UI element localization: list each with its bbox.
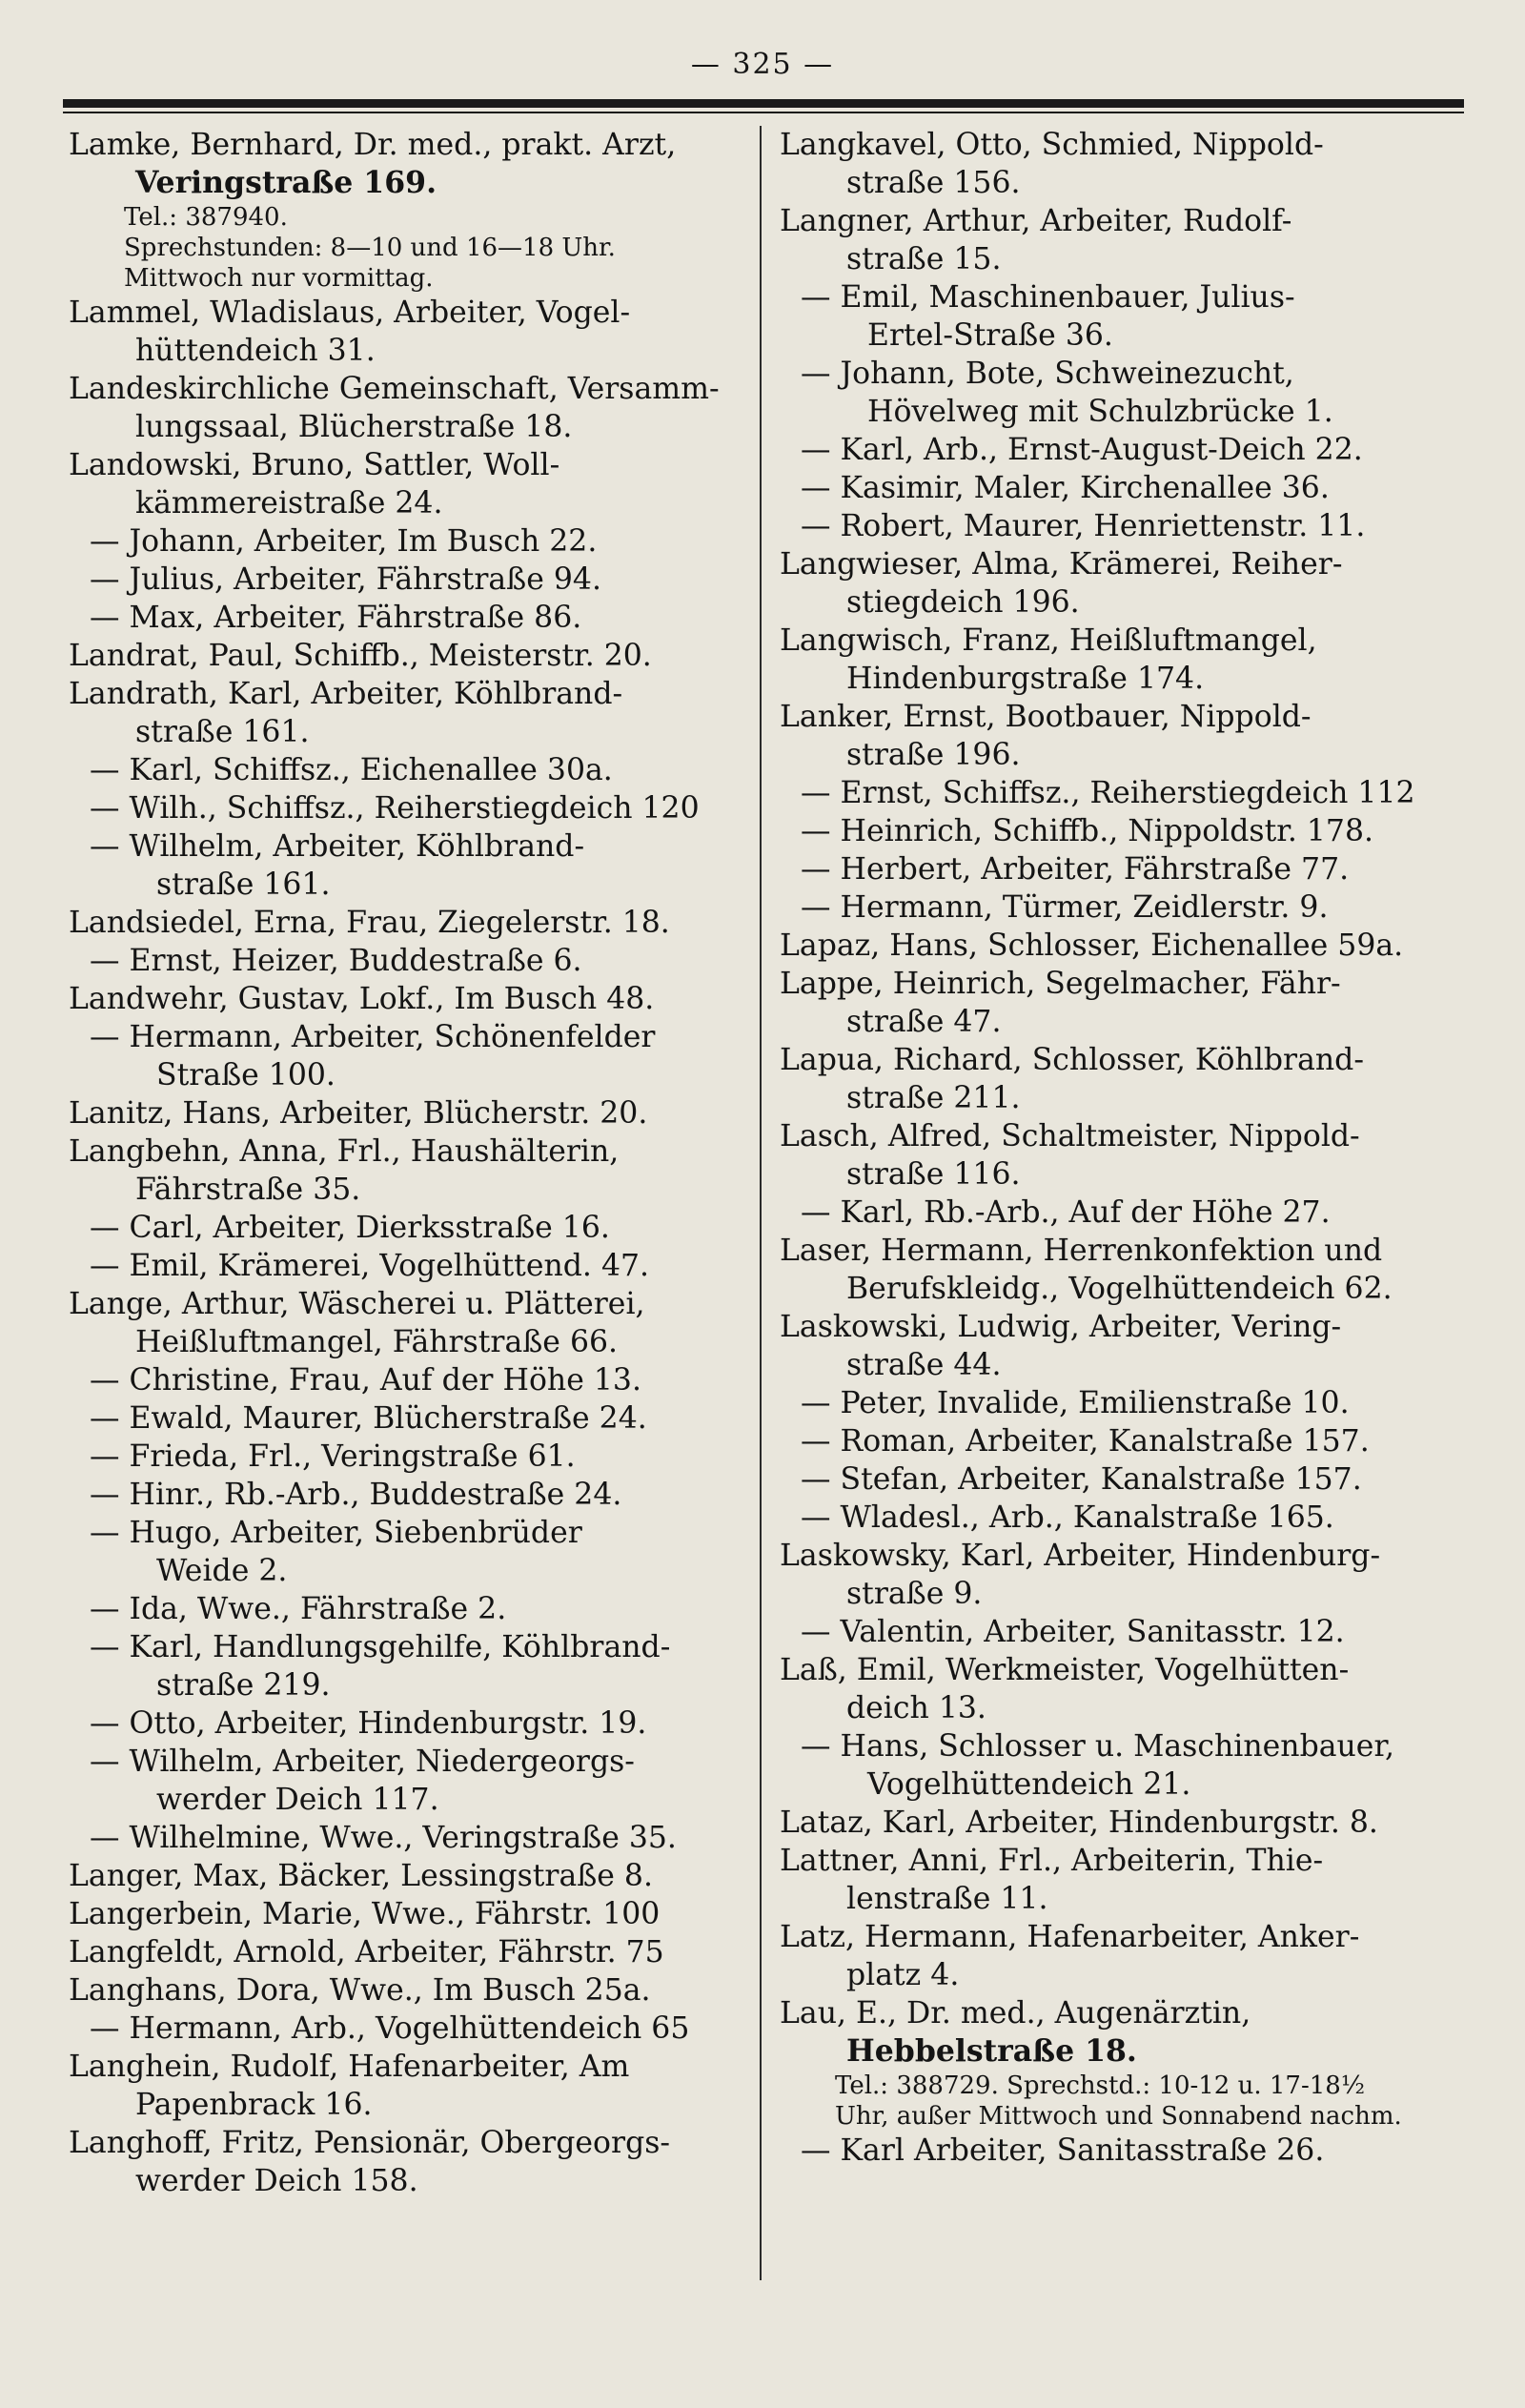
entry-line: — Hinr., Rb.-Arb., Buddestraße 24. bbox=[90, 1478, 622, 1512]
right-column bbox=[780, 126, 1475, 2170]
entry-line: — Frieda, Frl., Veringstraße 61. bbox=[90, 1439, 576, 1474]
entry-line: — Herbert, Arbeiter, Fährstraße 77. bbox=[801, 852, 1350, 887]
entry-line: — Wilh., Schiffsz., Reiherstiegdeich 120 bbox=[90, 791, 700, 826]
entry-line: — Emil, Krämerei, Vogelhüttend. 47. bbox=[90, 1249, 650, 1283]
entry-line: Lammel, Wladislaus, Arbeiter, Vogel- bbox=[69, 296, 631, 330]
directory-entry bbox=[69, 1704, 755, 1743]
directory-entry bbox=[780, 1041, 1475, 1117]
directory-entry bbox=[69, 294, 755, 370]
entry-line: — Karl, Schiffsz., Eichenallee 30a. bbox=[90, 753, 613, 787]
entry-line: — Hermann, Arbeiter, Schönenfelder bbox=[90, 1020, 656, 1054]
directory-entry bbox=[69, 2048, 755, 2124]
directory-entry bbox=[69, 1094, 755, 1133]
directory-entry bbox=[780, 1308, 1475, 1384]
entry-continuation-line: lungssaal, Blücherstraße 18. bbox=[135, 410, 573, 444]
entry-continuation-line: Straße 100. bbox=[156, 1058, 336, 1092]
directory-entry bbox=[69, 1399, 755, 1438]
directory-entry bbox=[69, 1895, 755, 1933]
header-rule-thin bbox=[63, 112, 1464, 113]
entry-continuation-line: Hebbelstraße 18. bbox=[846, 2033, 1137, 2069]
directory-entry bbox=[69, 1133, 755, 1209]
directory-entry bbox=[780, 927, 1475, 965]
entry-line: — Karl, Handlungsgehilfe, Köhlbrand- bbox=[90, 1630, 671, 1664]
directory-entry bbox=[69, 980, 755, 1018]
entry-line: — Wilhelm, Arbeiter, Niedergeorgs- bbox=[90, 1745, 635, 1779]
entry-continuation-line: straße 9. bbox=[846, 1577, 983, 1611]
entry-note-line: Sprechstunden: 8—10 und 16—18 Uhr. bbox=[124, 234, 616, 262]
entry-continuation-line: Hindenburgstraße 174. bbox=[846, 662, 1205, 696]
entry-line: — Hans, Schlosser u. Maschinenbauer, bbox=[801, 1729, 1395, 1764]
entry-continuation-line: straße 156. bbox=[846, 166, 1021, 200]
directory-entry bbox=[69, 599, 755, 637]
entry-line: — Ewald, Maurer, Blücherstraße 24. bbox=[90, 1401, 647, 1436]
directory-entry bbox=[780, 126, 1475, 202]
entry-line: Lau, E., Dr. med., Augenärztin, bbox=[780, 1996, 1251, 2030]
entry-line: Landsiedel, Erna, Frau, Ziegelerstr. 18. bbox=[69, 906, 670, 940]
directory-entry bbox=[69, 1857, 755, 1895]
entry-line: — Emil, Maschinenbauer, Julius- bbox=[801, 280, 1295, 315]
header-rule-thick bbox=[63, 99, 1464, 108]
directory-entry bbox=[780, 2132, 1475, 2170]
directory-entry bbox=[780, 965, 1475, 1041]
left-column bbox=[69, 126, 755, 2200]
directory-entry bbox=[69, 2124, 755, 2200]
directory-entry bbox=[780, 202, 1475, 278]
entry-line: Lattner, Anni, Frl., Arbeiterin, Thie- bbox=[780, 1844, 1324, 1878]
directory-entry bbox=[780, 1499, 1475, 1537]
directory-entry bbox=[69, 1590, 755, 1628]
entry-line: — Wilhelmine, Wwe., Veringstraße 35. bbox=[90, 1821, 677, 1855]
directory-entry bbox=[780, 545, 1475, 622]
entry-line: Langhans, Dora, Wwe., Im Busch 25a. bbox=[69, 1973, 651, 2008]
entry-line: — Peter, Invalide, Emilienstraße 10. bbox=[801, 1386, 1350, 1420]
entry-line: Lanker, Ernst, Bootbauer, Nippold- bbox=[780, 700, 1312, 734]
entry-continuation-line: straße 211. bbox=[846, 1081, 1021, 1115]
entry-line: Langkavel, Otto, Schmied, Nippold- bbox=[780, 128, 1324, 162]
directory-entry bbox=[780, 1994, 1475, 2132]
entry-note-line: Uhr, außer Mittwoch und Sonnabend nachm. bbox=[835, 2102, 1402, 2131]
directory-entry bbox=[780, 1613, 1475, 1651]
directory-entry bbox=[780, 812, 1475, 850]
entry-line: — Johann, Arbeiter, Im Busch 22. bbox=[90, 524, 598, 559]
entry-continuation-line: straße 44. bbox=[846, 1348, 1002, 1382]
entry-line: — Hugo, Arbeiter, Siebenbrüder bbox=[90, 1516, 582, 1550]
entry-line: Landwehr, Gustav, Lokf., Im Busch 48. bbox=[69, 982, 655, 1016]
directory-entry bbox=[780, 1384, 1475, 1422]
entry-continuation-line: kämmereistraße 24. bbox=[135, 486, 443, 520]
directory-entry bbox=[69, 2010, 755, 2048]
entry-line: — Valentin, Arbeiter, Sanitasstr. 12. bbox=[801, 1615, 1345, 1649]
directory-entry bbox=[780, 1232, 1475, 1308]
entry-line: Latz, Hermann, Hafenarbeiter, Anker- bbox=[780, 1920, 1360, 1954]
directory-entry bbox=[69, 1247, 755, 1285]
entry-line: Lapaz, Hans, Schlosser, Eichenallee 59a. bbox=[780, 929, 1404, 963]
directory-entry bbox=[69, 1285, 755, 1361]
entry-line: — Hermann, Türmer, Zeidlerstr. 9. bbox=[801, 890, 1329, 925]
entry-line: — Julius, Arbeiter, Fährstraße 94. bbox=[90, 562, 601, 597]
directory-entry bbox=[69, 675, 755, 751]
directory-entry bbox=[69, 1514, 755, 1590]
entry-continuation-line: platz 4. bbox=[846, 1958, 960, 1992]
directory-entry bbox=[69, 751, 755, 789]
directory-entry bbox=[780, 1918, 1475, 1994]
directory-entry bbox=[69, 126, 755, 294]
directory-entry bbox=[780, 431, 1475, 469]
directory-entry bbox=[780, 1422, 1475, 1460]
entry-continuation-line: straße 161. bbox=[135, 715, 310, 749]
entry-line: — Ida, Wwe., Fährstraße 2. bbox=[90, 1592, 507, 1626]
entry-continuation-line: werder Deich 117. bbox=[156, 1783, 439, 1817]
directory-entry bbox=[780, 1460, 1475, 1499]
directory-entry bbox=[780, 1651, 1475, 1727]
directory-entry bbox=[69, 789, 755, 827]
directory-entry bbox=[780, 1117, 1475, 1194]
directory-entry bbox=[69, 522, 755, 561]
directory-entry bbox=[69, 446, 755, 522]
directory-entry bbox=[69, 1628, 755, 1704]
entry-line: — Ernst, Schiffsz., Reiherstiegdeich 112 bbox=[801, 776, 1415, 810]
entry-continuation-line: Ertel-Straße 36. bbox=[867, 318, 1113, 353]
entry-line: Lamke, Bernhard, Dr. med., prakt. Arzt, bbox=[69, 128, 677, 162]
entry-line: Lanitz, Hans, Arbeiter, Blücherstr. 20. bbox=[69, 1096, 648, 1131]
entry-continuation-line: straße 47. bbox=[846, 1005, 1002, 1039]
entry-note-line: Mittwoch nur vormittag. bbox=[124, 264, 434, 293]
entry-continuation-line: straße 15. bbox=[846, 242, 1002, 276]
entry-continuation-line: straße 116. bbox=[846, 1157, 1021, 1192]
entry-line: Laskowsky, Karl, Arbeiter, Hindenburg- bbox=[780, 1539, 1381, 1573]
entry-continuation-line: Berufskleidg., Vogelhüttendeich 62. bbox=[846, 1272, 1393, 1306]
directory-entry bbox=[69, 1933, 755, 1971]
directory-entry bbox=[69, 1361, 755, 1399]
entry-line: — Wladesl., Arb., Kanalstraße 165. bbox=[801, 1500, 1334, 1535]
entry-continuation-line: stiegdeich 196. bbox=[846, 585, 1080, 620]
entry-line: Landrat, Paul, Schiffb., Meisterstr. 20. bbox=[69, 639, 652, 673]
entry-line: Laskowski, Ludwig, Arbeiter, Vering- bbox=[780, 1310, 1342, 1344]
directory-entry bbox=[69, 1438, 755, 1476]
directory-entry bbox=[780, 1804, 1475, 1842]
entry-line: — Christine, Frau, Auf der Höhe 13. bbox=[90, 1363, 641, 1398]
entry-continuation-line: Hövelweg mit Schulzbrücke 1. bbox=[867, 395, 1333, 429]
entry-line: Langhein, Rudolf, Hafenarbeiter, Am bbox=[69, 2050, 630, 2084]
entry-note-line: Tel.: 387940. bbox=[124, 203, 288, 232]
directory-entry bbox=[780, 850, 1475, 888]
entry-line: — Karl, Arb., Ernst-August-Deich 22. bbox=[801, 433, 1363, 467]
directory-entry bbox=[69, 561, 755, 599]
directory-entry bbox=[69, 827, 755, 904]
directory-entry bbox=[780, 1537, 1475, 1613]
entry-line: — Robert, Maurer, Henriettenstr. 11. bbox=[801, 509, 1366, 543]
entry-line: Langer, Max, Bäcker, Lessingstraße 8. bbox=[69, 1859, 653, 1893]
entry-continuation-line: Vogelhüttendeich 21. bbox=[867, 1767, 1191, 1802]
entry-continuation-line: Fährstraße 35. bbox=[135, 1173, 361, 1207]
directory-entry bbox=[780, 1194, 1475, 1232]
entry-line: Laß, Emil, Werkmeister, Vogelhütten- bbox=[780, 1653, 1350, 1687]
entry-line: — Ernst, Heizer, Buddestraße 6. bbox=[90, 944, 582, 978]
directory-entry bbox=[69, 904, 755, 942]
directory-entry bbox=[780, 774, 1475, 812]
directory-entry bbox=[780, 469, 1475, 507]
directory-entry bbox=[69, 1971, 755, 2010]
entry-line: — Wilhelm, Arbeiter, Köhlbrand- bbox=[90, 829, 585, 864]
entry-line: Langfeldt, Arnold, Arbeiter, Fährstr. 75 bbox=[69, 1935, 664, 1969]
entry-line: — Carl, Arbeiter, Dierksstraße 16. bbox=[90, 1211, 610, 1245]
entry-line: — Otto, Arbeiter, Hindenburgstr. 19. bbox=[90, 1706, 647, 1741]
entry-line: Langwisch, Franz, Heißluftmangel, bbox=[780, 623, 1317, 658]
directory-entry bbox=[69, 1476, 755, 1514]
entry-note-line: Tel.: 388729. Sprechstd.: 10-12 u. 17-18½ bbox=[835, 2071, 1366, 2100]
entry-line: — Roman, Arbeiter, Kanalstraße 157. bbox=[801, 1424, 1370, 1459]
directory-entry bbox=[780, 355, 1475, 431]
entry-line: Lasch, Alfred, Schaltmeister, Nippold- bbox=[780, 1119, 1360, 1153]
entry-line: — Kasimir, Maler, Kirchenallee 36. bbox=[801, 471, 1330, 505]
entry-continuation-line: deich 13. bbox=[846, 1691, 986, 1725]
directory-entry bbox=[780, 622, 1475, 698]
entry-line: — Hermann, Arb., Vogelhüttendeich 65 bbox=[90, 2011, 690, 2046]
directory-entry bbox=[69, 1743, 755, 1819]
entry-line: Landrath, Karl, Arbeiter, Köhlbrand- bbox=[69, 677, 623, 711]
directory-entry bbox=[69, 637, 755, 675]
entry-line: — Karl Arbeiter, Sanitasstraße 26. bbox=[801, 2133, 1325, 2168]
entry-line: Langhoff, Fritz, Pensionär, Obergeorgs- bbox=[69, 2126, 671, 2160]
entry-continuation-line: hüttendeich 31. bbox=[135, 334, 376, 368]
entry-continuation-line: werder Deich 158. bbox=[135, 2164, 418, 2198]
page-number: — 325 — bbox=[690, 48, 835, 81]
directory-entry bbox=[780, 507, 1475, 545]
entry-line: Langbehn, Anna, Frl., Haushälterin, bbox=[69, 1134, 620, 1169]
entry-line: — Max, Arbeiter, Fährstraße 86. bbox=[90, 601, 582, 635]
directory-entry bbox=[69, 942, 755, 980]
directory-entry bbox=[69, 1819, 755, 1857]
entry-continuation-line: straße 161. bbox=[156, 867, 331, 902]
entry-line: Landeskirchliche Gemeinschaft, Versamm- bbox=[69, 372, 720, 406]
entry-continuation-line: Heißluftmangel, Fährstraße 66. bbox=[135, 1325, 619, 1359]
entry-continuation-line: Papenbrack 16. bbox=[135, 2088, 373, 2122]
entry-line: Langner, Arthur, Arbeiter, Rudolf- bbox=[780, 204, 1292, 238]
directory-entry bbox=[780, 1727, 1475, 1804]
directory-entry bbox=[69, 370, 755, 446]
directory-entry bbox=[780, 888, 1475, 927]
directory-entry bbox=[780, 698, 1475, 774]
entry-line: Lapua, Richard, Schlosser, Köhlbrand- bbox=[780, 1043, 1364, 1077]
entry-line: — Karl, Rb.-Arb., Auf der Höhe 27. bbox=[801, 1195, 1331, 1230]
directory-entry bbox=[69, 1209, 755, 1247]
entry-line: Laser, Hermann, Herrenkonfektion und bbox=[780, 1234, 1383, 1268]
entry-continuation-line: lenstraße 11. bbox=[846, 1882, 1048, 1916]
entry-continuation-line: Veringstraße 169. bbox=[135, 165, 437, 200]
entry-line: Langerbein, Marie, Wwe., Fährstr. 100 bbox=[69, 1897, 661, 1931]
entry-line: Langwieser, Alma, Krämerei, Reiher- bbox=[780, 547, 1343, 582]
entry-continuation-line: straße 219. bbox=[156, 1668, 331, 1703]
entry-line: Landowski, Bruno, Sattler, Woll- bbox=[69, 448, 560, 482]
directory-entry bbox=[780, 278, 1475, 355]
column-divider bbox=[760, 126, 762, 2280]
entry-line: Lataz, Karl, Arbeiter, Hindenburgstr. 8. bbox=[780, 1806, 1378, 1840]
entry-line: Lange, Arthur, Wäscherei u. Plätterei, bbox=[69, 1287, 645, 1321]
entry-line: — Johann, Bote, Schweinezucht, bbox=[801, 357, 1294, 391]
entry-line: — Heinrich, Schiffb., Nippoldstr. 178. bbox=[801, 814, 1373, 848]
entry-continuation-line: straße 196. bbox=[846, 738, 1021, 772]
entry-continuation-line: Weide 2. bbox=[156, 1554, 288, 1588]
entry-line: Lappe, Heinrich, Segelmacher, Fähr- bbox=[780, 967, 1341, 1001]
entry-line: — Stefan, Arbeiter, Kanalstraße 157. bbox=[801, 1462, 1362, 1497]
directory-entry bbox=[69, 1018, 755, 1094]
directory-entry bbox=[780, 1842, 1475, 1918]
